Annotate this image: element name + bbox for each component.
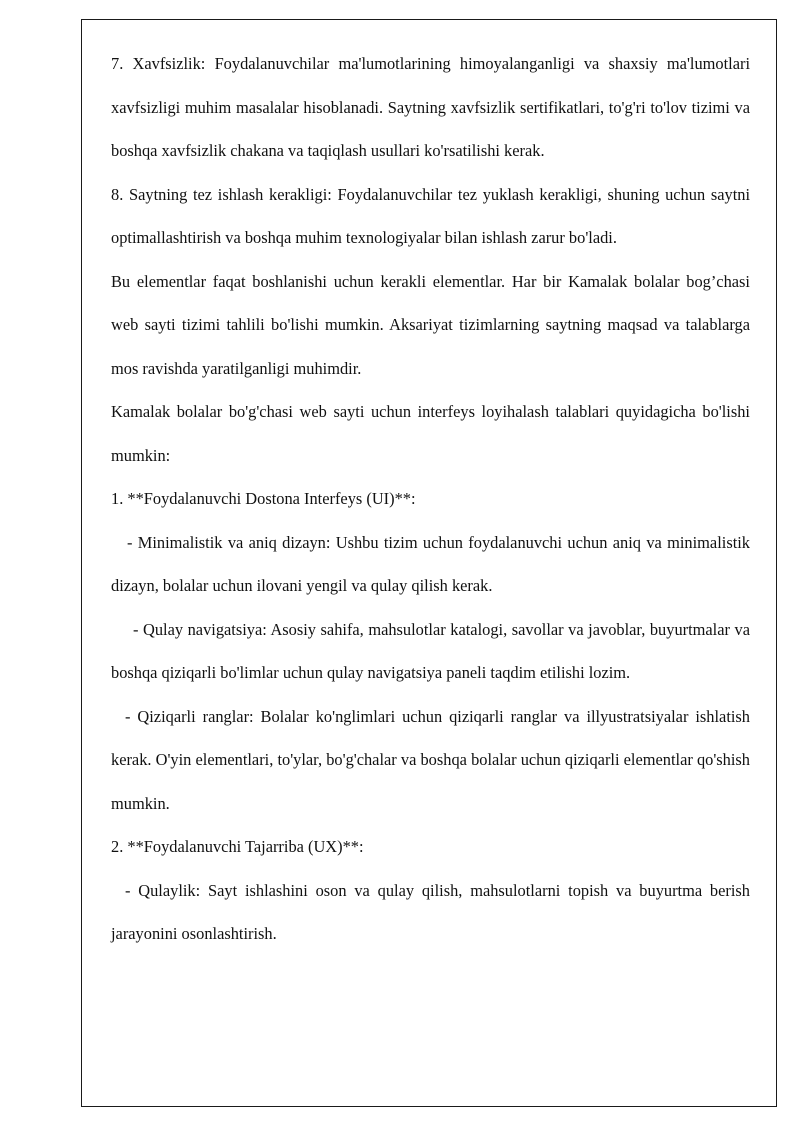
paragraph-speed: 8. Saytning tez ishlash kerakligi: Foydalanuvchilar tez yuklash kerakligi, shuning uchun saytni optimallashtirish va boshqa muhim texnologiyalar bilan ishlash zarur bo'ladi. [111, 184, 750, 247]
list-item-convenience: - Qulaylik: Sayt ishlashini oson va qulay qilish, mahsulotlarni topish va buyurtma berish jarayonini osonlashtirish. [111, 880, 750, 943]
paragraph-summary: Bu elementlar faqat boshlanishi uchun kerakli elementlar. Har bir Kamalak bolalar bog’chasi web sayti tizimi tahlili bo'lishi mumkin. Aksariyat tizimlarning saytning maqsad va talablarga mos ravishda yaratilganligi muhimdir. [111, 271, 750, 378]
list-item-minimal-design: - Minimalistik va aniq dizayn: Ushbu tizim uchun foydalanuvchi uchun aniq va minimalistik dizayn, bolalar uchun ilovani yengil va qulay qilish kerak. [111, 532, 750, 595]
paragraph-security: 7. Xavfsizlik: Foydalanuvchilar ma'lumotlarining himoyalanganligi va shaxsiy ma'lumotlari xavfsizligi muhim masalalar hisoblanadi. Saytning xavfsizlik sertifikatlari, to'g'ri to'lov tizimi va boshqa xavfsizlik chakana va taqiqlash usullari ko'rsatilishi kerak. [111, 54, 750, 160]
document-body [111, 42, 750, 956]
paragraph-interface-intro: Kamalak bolalar bo'g'chasi web sayti uchun interfeys loyihalash talablari quyidagicha bo'lishi mumkin: [111, 402, 750, 465]
heading-ux: 2. **Foydalanuvchi Tajarriba (UX)**: [111, 837, 364, 856]
heading-ui: 1. **Foydalanuvchi Dostona Interfeys (UI)**: [111, 489, 416, 508]
list-item-colors: - Qiziqarli ranglar: Bolalar ko'nglimlari uchun qiziqarli ranglar va illyustratsiyalar ishlatish kerak. O'yin elementlari, to'ylar, bo'g'chalar va boshqa bolalar uchun qiziqarli elementlar qo'shish mumkin. [111, 706, 750, 813]
list-item-navigation: - Qulay navigatsiya: Asosiy sahifa, mahsulotlar katalogi, savollar va javoblar, buyurtmalar va boshqa qiziqarli bo'limlar uchun qulay navigatsiya paneli taqdim etilishi lozim. [111, 619, 750, 682]
